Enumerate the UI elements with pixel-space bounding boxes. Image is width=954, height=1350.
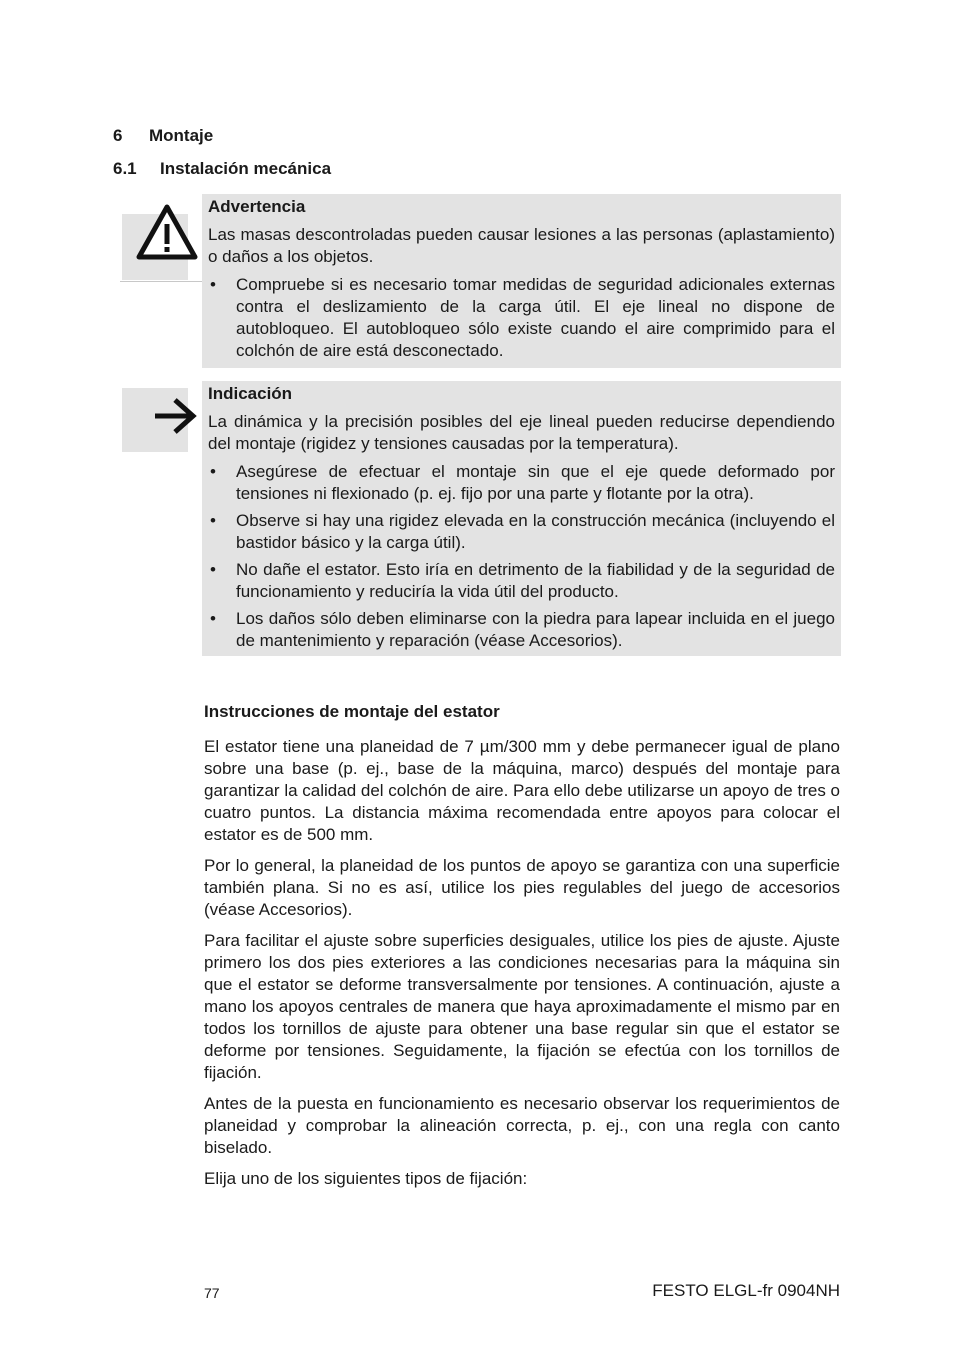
note-bullet: • Los daños sólo deben eliminarse con la piedra para lapear incluida en el juego de mantenimiento y reparación (véase Accesorios).: [208, 608, 835, 652]
arrow-right-icon: [153, 396, 199, 436]
section-title: Instalación mecánica: [160, 159, 332, 178]
warning-bullet-list: [208, 274, 835, 362]
body-paragraph: Antes de la puesta en funcionamiento es necesario observar los requerimientos de planeidad y comprobar la alineación correcta, p. ej., con una regla con canto biselado.: [204, 1094, 840, 1157]
section-number: 6.1: [113, 159, 137, 178]
warning-text: Las masas descontroladas pueden causar lesiones a las personas (aplastamiento) o daños a los objetos.: [208, 225, 835, 266]
section-heading: [113, 159, 331, 179]
body-paragraph: Para facilitar el ajuste sobre superficies desiguales, utilice los pies de ajuste. Ajuste primero los dos pies exteriores a las condiciones necesarias para la máquina sin que el estator se deforme transversalmente por tensiones. A continuación, ajuste a mano los apoyos centrales de manera que haya aproximadamente el mismo par en todos los tornillos de ajuste para obtener una base regular sin que el estator se deforme por tensiones. Seguidamente, la fijación se efectúa con los tornillos de fijación.: [204, 931, 840, 1082]
warning-panel: [202, 194, 841, 368]
note-bullet-list: [208, 461, 835, 652]
warning-bullet: • Compruebe si es necesario tomar medidas de seguridad adicionales externas contra el deslizamiento de la carga útil. El eje lineal no dispone de autobloqueo. El autobloqueo sólo existe cuando el aire comprimido para el colchón de aire está desconectado.: [208, 274, 835, 362]
note-bullet: • No dañe el estator. Esto iría en detrimento de la fiabilidad y de la seguridad de funcionamiento y reduciría la vida útil del producto.: [208, 559, 835, 603]
body-paragraph: El estator tiene una planeidad de 7 µm/300 mm y debe permanecer igual de plano sobre una base (p. ej., base de la máquina, marco) después del montaje para garantizar la calidad del colchón de aire. Para ello debe utilizarse un apoyo de tres o cuatro puntos. La distancia máxima recomendada entre apoyos para colocar el estator es de 500 mm.: [204, 737, 841, 844]
chapter-heading: [113, 126, 213, 146]
document-id: FESTO ELGL-fr 0904NH: [652, 1281, 840, 1300]
body-paragraph: Por lo general, la planeidad de los puntos de apoyo se garantiza con una superficie también plana. Si no es así, utilice los pies regulables del juego de accesorios (véase Accesorios).: [204, 856, 840, 919]
warning-triangle-icon: [136, 204, 198, 260]
warning-icon-box: [122, 214, 188, 280]
note-bullet: • Observe si hay una rigidez elevada en la construcción mecánica (incluyendo el bastidor básico y la carga útil).: [208, 510, 835, 554]
stator-mounting-section: [204, 700, 840, 1199]
note-text: La dinámica y la precisión posibles del eje lineal pueden reducirse dependiendo del montaje (rigidez y tensiones causadas por la temperatura).: [208, 412, 835, 453]
note-panel: [202, 381, 841, 656]
warning-icon-underline: [120, 281, 202, 282]
chapter-title: Montaje: [149, 126, 214, 145]
warning-title: Advertencia: [208, 197, 306, 216]
body-paragraph: Elija uno de los siguientes tipos de fijación:: [204, 1169, 528, 1188]
chapter-number: 6: [113, 126, 123, 145]
note-bullet: • Asegúrese de efectuar el montaje sin que el eje quede deformado por tensiones ni flexionado (p. ej. fijo por una parte y flotante por la otra).: [208, 461, 835, 505]
note-title: Indicación: [208, 384, 293, 403]
subsection-title: Instrucciones de montaje del estator: [204, 702, 500, 721]
note-icon-box: [122, 388, 188, 452]
page-number: 77: [204, 1285, 220, 1301]
